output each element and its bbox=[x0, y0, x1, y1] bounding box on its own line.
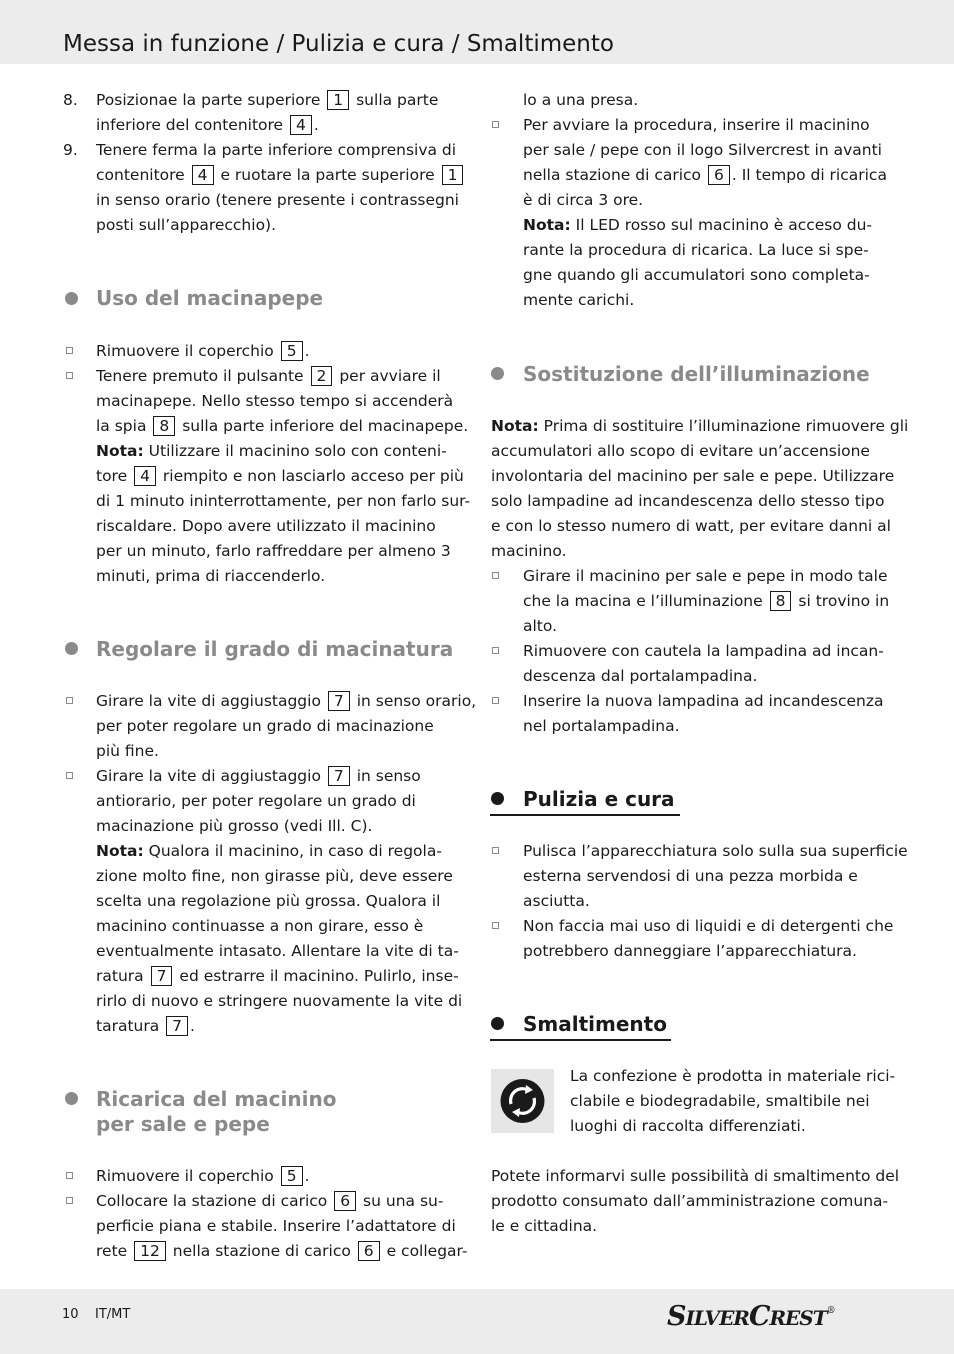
bullet-line: per poter regolare un grado di macinazione bbox=[96, 717, 434, 735]
bullet-line: Rimuovere il coperchio 5 . bbox=[96, 342, 310, 360]
heading-underline bbox=[490, 1039, 671, 1041]
note-line: mente carichi. bbox=[523, 291, 635, 309]
section-heading-regolare: Regolare il grado di macinatura bbox=[96, 637, 454, 661]
note-label: Nota: bbox=[96, 442, 144, 460]
checkbox-bullet-icon bbox=[492, 697, 499, 704]
bullet-line: Per avviare la procedura, inserire il macinino bbox=[523, 116, 870, 134]
bullet-line: esterna servendosi di una pezza morbida e bbox=[523, 867, 858, 885]
note-line: di 1 minuto ininterrottamente, per non farlo sur- bbox=[96, 492, 471, 510]
bullet-line: nella stazione di carico 6 . Il tempo di ricarica bbox=[523, 166, 887, 184]
ref-box: 7 bbox=[328, 691, 350, 711]
note-line: macinino continuasse a non girare, esso è bbox=[96, 917, 424, 935]
disposal-text: clabile e biodegradabile, smaltibile nei bbox=[570, 1092, 870, 1110]
ref-box: 5 bbox=[281, 1166, 303, 1186]
note-line: gne quando gli accumulatori sono completa- bbox=[523, 266, 870, 284]
step-8-line: inferiore del contenitore 4 . bbox=[96, 116, 319, 134]
step-number: 9. bbox=[63, 141, 78, 159]
note-line: Nota: Qualora il macinino, in caso di regola- bbox=[96, 842, 442, 860]
bullet-line: Girare la vite di aggiustaggio 7 in senso bbox=[96, 767, 421, 785]
bullet-line: Girare il macinino per sale e pepe in modo tale bbox=[523, 567, 888, 585]
ref-box: 1 bbox=[442, 165, 464, 185]
ref-box: 1 bbox=[327, 90, 349, 110]
bullet-line: macinazione più grosso (vedi Ill. C). bbox=[96, 817, 373, 835]
step-9-line: in senso orario (tenere presente i contrassegni bbox=[96, 191, 459, 209]
page-header bbox=[0, 0, 954, 64]
bullet-line: la spia 8 sulla parte inferiore del macinapepe. bbox=[96, 417, 469, 435]
ref-box: 6 bbox=[708, 165, 730, 185]
bullet-line: perficie piana e stabile. Inserire l’adattatore di bbox=[96, 1217, 456, 1235]
checkbox-bullet-icon bbox=[66, 772, 73, 779]
ref-box: 8 bbox=[153, 416, 175, 436]
bullet-line: antiorario, per poter regolare un grado di bbox=[96, 792, 416, 810]
step-8-line: Posizionae la parte superiore 1 sulla parte bbox=[96, 91, 439, 109]
bullet-line: che la macina e l’illuminazione 8 si trovino in bbox=[523, 592, 890, 610]
section-bullet-icon bbox=[491, 367, 504, 380]
ref-box: 8 bbox=[770, 591, 792, 611]
checkbox-bullet-icon bbox=[492, 922, 499, 929]
checkbox-bullet-icon bbox=[492, 572, 499, 579]
bullet-line: Rimuovere con cautela la lampadina ad incan- bbox=[523, 642, 884, 660]
bullet-line: Rimuovere il coperchio 5 . bbox=[96, 1167, 310, 1185]
ref-box: 2 bbox=[311, 366, 333, 386]
bullet-line: lo a una presa. bbox=[523, 91, 639, 109]
checkbox-bullet-icon bbox=[66, 697, 73, 704]
bullet-line: rete 12 nella stazione di carico 6 e collegar- bbox=[96, 1242, 468, 1260]
disposal-text: luoghi di raccolta differenziati. bbox=[570, 1117, 806, 1135]
bullet-line: potrebbero danneggiare l’apparecchiatura. bbox=[523, 942, 857, 960]
checkbox-bullet-icon bbox=[66, 372, 73, 379]
ref-box: 6 bbox=[334, 1191, 356, 1211]
note-label: Nota: bbox=[96, 842, 144, 860]
bullet-line: Girare la vite di aggiustaggio 7 in senso orario, bbox=[96, 692, 477, 710]
note-line: tore 4 riempito e non lasciarlo acceso per più bbox=[96, 467, 464, 485]
section-bullet-icon bbox=[65, 1092, 78, 1105]
note-line: rante la procedura di ricarica. La luce si spe- bbox=[523, 241, 869, 259]
checkbox-bullet-icon bbox=[66, 347, 73, 354]
disposal-text: Potete informarvi sulle possibilità di smaltimento del bbox=[491, 1167, 900, 1185]
bullet-line: Non faccia mai uso di liquidi e di detergenti che bbox=[523, 917, 894, 935]
note-line: ratura 7 ed estrarre il macinino. Pulirlo, inse- bbox=[96, 967, 459, 985]
silvercrest-logo: SILVERCREST® bbox=[667, 1301, 836, 1332]
bullet-line: è di circa 3 ore. bbox=[523, 191, 644, 209]
note-line: solo lampadine ad incandescenza dello stesso tipo bbox=[491, 492, 885, 510]
note-line: macinino. bbox=[491, 542, 567, 560]
step-9-line: Tenere ferma la parte inferiore comprensiva di bbox=[96, 141, 457, 159]
disposal-text: le e cittadina. bbox=[491, 1217, 598, 1235]
page-title: Messa in funzione / Pulizia e cura / Smaltimento bbox=[63, 31, 614, 57]
checkbox-bullet-icon bbox=[66, 1172, 73, 1179]
checkbox-bullet-icon bbox=[66, 1197, 73, 1204]
step-number: 8. bbox=[63, 91, 78, 109]
bullet-line: macinapepe. Nello stesso tempo si accenderà bbox=[96, 392, 454, 410]
heading-underline bbox=[490, 814, 680, 816]
ref-box: 7 bbox=[166, 1016, 188, 1036]
note-line: Nota: Utilizzare il macinino solo con conteni- bbox=[96, 442, 447, 460]
ref-box: 12 bbox=[134, 1241, 166, 1261]
note-line: per un minuto, farlo raffreddare per almeno 3 bbox=[96, 542, 451, 560]
note-line: taratura 7 . bbox=[96, 1017, 195, 1035]
ref-box: 4 bbox=[134, 466, 156, 486]
recycle-icon bbox=[491, 1069, 554, 1133]
ref-box: 4 bbox=[192, 165, 214, 185]
note-line: Nota: Prima di sostituire l’illuminazione rimuovere gli bbox=[491, 417, 909, 435]
ref-box: 4 bbox=[290, 115, 312, 135]
bullet-line: più fine. bbox=[96, 742, 159, 760]
section-heading-ricarica: Ricarica del macinino bbox=[96, 1087, 337, 1111]
bullet-line: Inserire la nuova lampadina ad incandescenza bbox=[523, 692, 884, 710]
note-line: eventualmente intasato. Allentare la vite di ta- bbox=[96, 942, 459, 960]
checkbox-bullet-icon bbox=[492, 847, 499, 854]
language-code: IT/MT bbox=[95, 1307, 131, 1322]
bullet-line: nel portalampadina. bbox=[523, 717, 680, 735]
section-heading-sostituzione: Sostituzione dell’illuminazione bbox=[523, 362, 870, 386]
note-label: Nota: bbox=[491, 417, 539, 435]
bullet-line: Pulisca l’apparecchiatura solo sulla sua superficie bbox=[523, 842, 908, 860]
checkbox-bullet-icon bbox=[492, 121, 499, 128]
step-9-line: contenitore 4 e ruotare la parte superiore 1 bbox=[96, 163, 465, 188]
note-line: e con lo stesso numero di watt, per evitare danni al bbox=[491, 517, 891, 535]
section-bullet-icon bbox=[65, 642, 78, 655]
disposal-text: La confezione è prodotta in materiale rici- bbox=[570, 1067, 896, 1085]
bullet-line: asciutta. bbox=[523, 892, 590, 910]
section-bullet-icon bbox=[65, 292, 78, 305]
section-heading-pulizia: Pulizia e cura bbox=[523, 787, 675, 811]
note-label: Nota: bbox=[523, 216, 571, 234]
note-line: zione molto fine, non girasse più, deve essere bbox=[96, 867, 453, 885]
note-line: rirlo di nuovo e stringere nuovamente la vite di bbox=[96, 992, 463, 1010]
section-heading-uso: Uso del macinapepe bbox=[96, 286, 324, 310]
ref-box: 6 bbox=[358, 1241, 380, 1261]
note-line: minuti, prima di riaccenderlo. bbox=[96, 567, 326, 585]
note-line: riscaldare. Dopo avere utilizzato il macinino bbox=[96, 517, 436, 535]
note-line: involontaria del macinino per sale e pepe. Utilizzare bbox=[491, 467, 895, 485]
bullet-line: alto. bbox=[523, 617, 558, 635]
section-bullet-icon bbox=[491, 1017, 504, 1030]
checkbox-bullet-icon bbox=[492, 647, 499, 654]
step-9-line: posti sull’apparecchio). bbox=[96, 216, 277, 234]
bullet-line: Tenere premuto il pulsante 2 per avviare il bbox=[96, 367, 441, 385]
section-heading-ricarica: per sale e pepe bbox=[96, 1112, 270, 1136]
page-number: 10 bbox=[62, 1307, 79, 1322]
disposal-text: prodotto consumato dall’amministrazione comuna- bbox=[491, 1192, 889, 1210]
note-line: accumulatori allo scopo di evitare un’accensione bbox=[491, 442, 870, 460]
ref-box: 5 bbox=[281, 341, 303, 361]
section-bullet-icon bbox=[491, 792, 504, 805]
bullet-line: descenza dal portalampadina. bbox=[523, 667, 758, 685]
bullet-line: Collocare la stazione di carico 6 su una su- bbox=[96, 1192, 444, 1210]
note-line: scelta una regolazione più grossa. Qualora il bbox=[96, 892, 441, 910]
ref-box: 7 bbox=[151, 966, 173, 986]
section-heading-smaltimento: Smaltimento bbox=[523, 1012, 667, 1036]
note-line: Nota: Il LED rosso sul macinino è acceso du- bbox=[523, 216, 873, 234]
ref-box: 7 bbox=[328, 766, 350, 786]
bullet-line: per sale / pepe con il logo Silvercrest in avanti bbox=[523, 141, 882, 159]
